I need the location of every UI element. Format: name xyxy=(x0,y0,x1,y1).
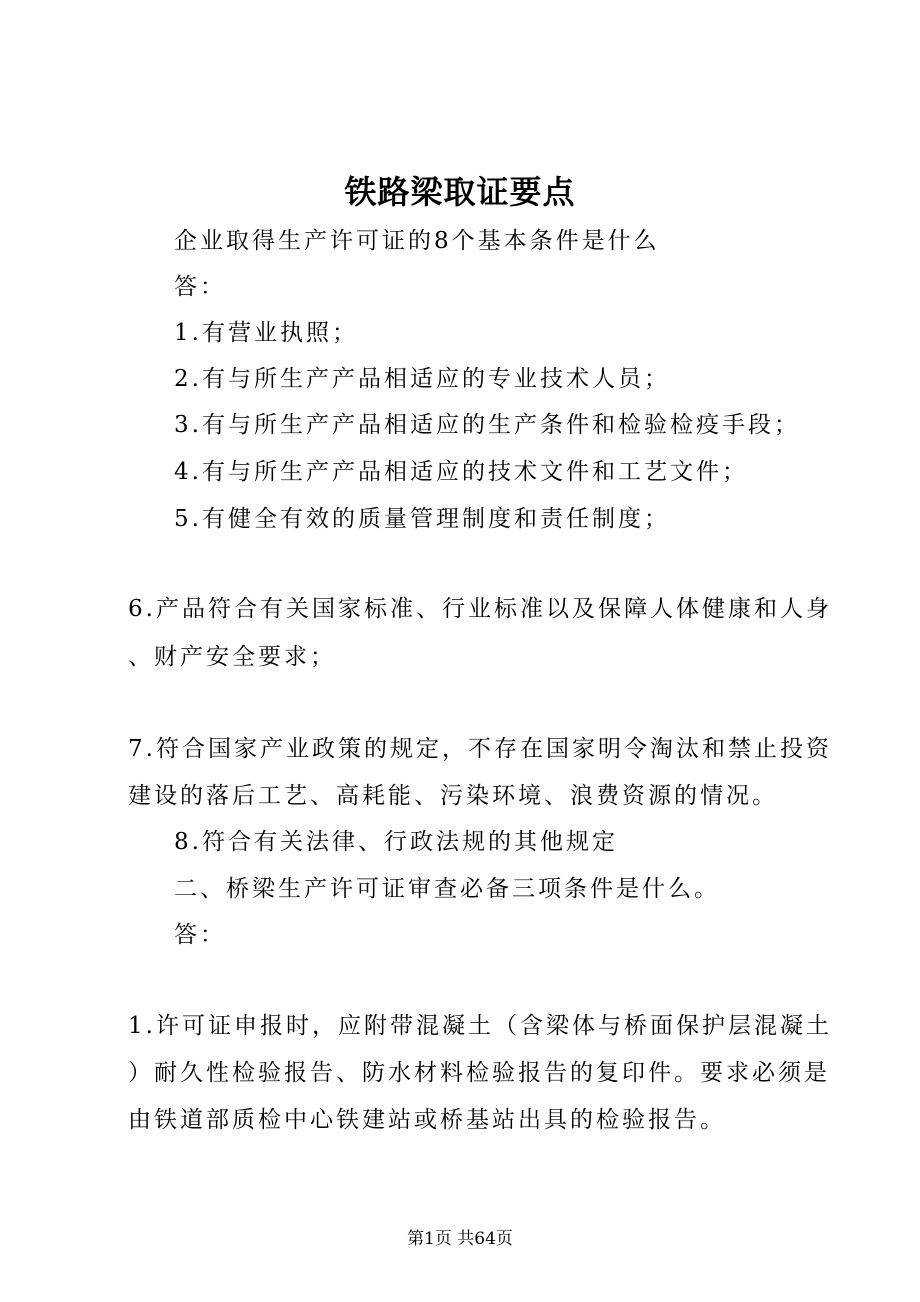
condition-item-4: 4.有与所生产产品相适应的技术文件和工艺文件； xyxy=(174,459,748,485)
requirement-item-1-line-1: 1.许可证申报时，应附带混凝土（含梁体与桥面保护层混凝土 xyxy=(128,1013,832,1039)
condition-item-6-line-2: 、财产安全要求； xyxy=(128,644,336,670)
condition-item-7-line-1: 7.符合国家产业政策的规定，不存在国家明令淘汰和禁止投资 xyxy=(128,736,832,762)
condition-item-3: 3.有与所生产产品相适应的生产条件和检验检疫手段； xyxy=(174,412,800,438)
condition-item-2: 2.有与所生产产品相适应的专业技术人员； xyxy=(174,366,670,392)
condition-item-5: 5.有健全有效的质量管理制度和责任制度； xyxy=(174,506,670,532)
condition-item-8: 8.符合有关法律、行政法规的其他规定 xyxy=(174,829,618,855)
requirement-item-1-line-3: 由铁道部质检中心铁建站或桥基站出具的检验报告。 xyxy=(128,1107,726,1133)
section-two-heading: 二、桥梁生产许可证审查必备三项条件是什么。 xyxy=(174,876,720,902)
page-footer: 第1页 共64页 xyxy=(407,1229,513,1249)
requirement-item-1-line-2: ）耐久性检验报告、防水材料检验报告的复印件。要求必须是 xyxy=(128,1060,830,1086)
condition-item-6-line-1: 6.产品符合有关国家标准、行业标准以及保障人体健康和人身 xyxy=(128,596,832,622)
answer-label: 答： xyxy=(174,274,226,300)
condition-item-7-line-2: 建设的落后工艺、高耗能、污染环境、浪费资源的情况。 xyxy=(128,783,778,809)
condition-item-1: 1.有营业执照； xyxy=(174,320,358,346)
question-line: 企业取得生产许可证的8个基本条件是什么 xyxy=(174,228,660,254)
answer-label-2: 答： xyxy=(174,922,226,948)
document-title: 铁路梁取证要点 xyxy=(344,173,576,211)
